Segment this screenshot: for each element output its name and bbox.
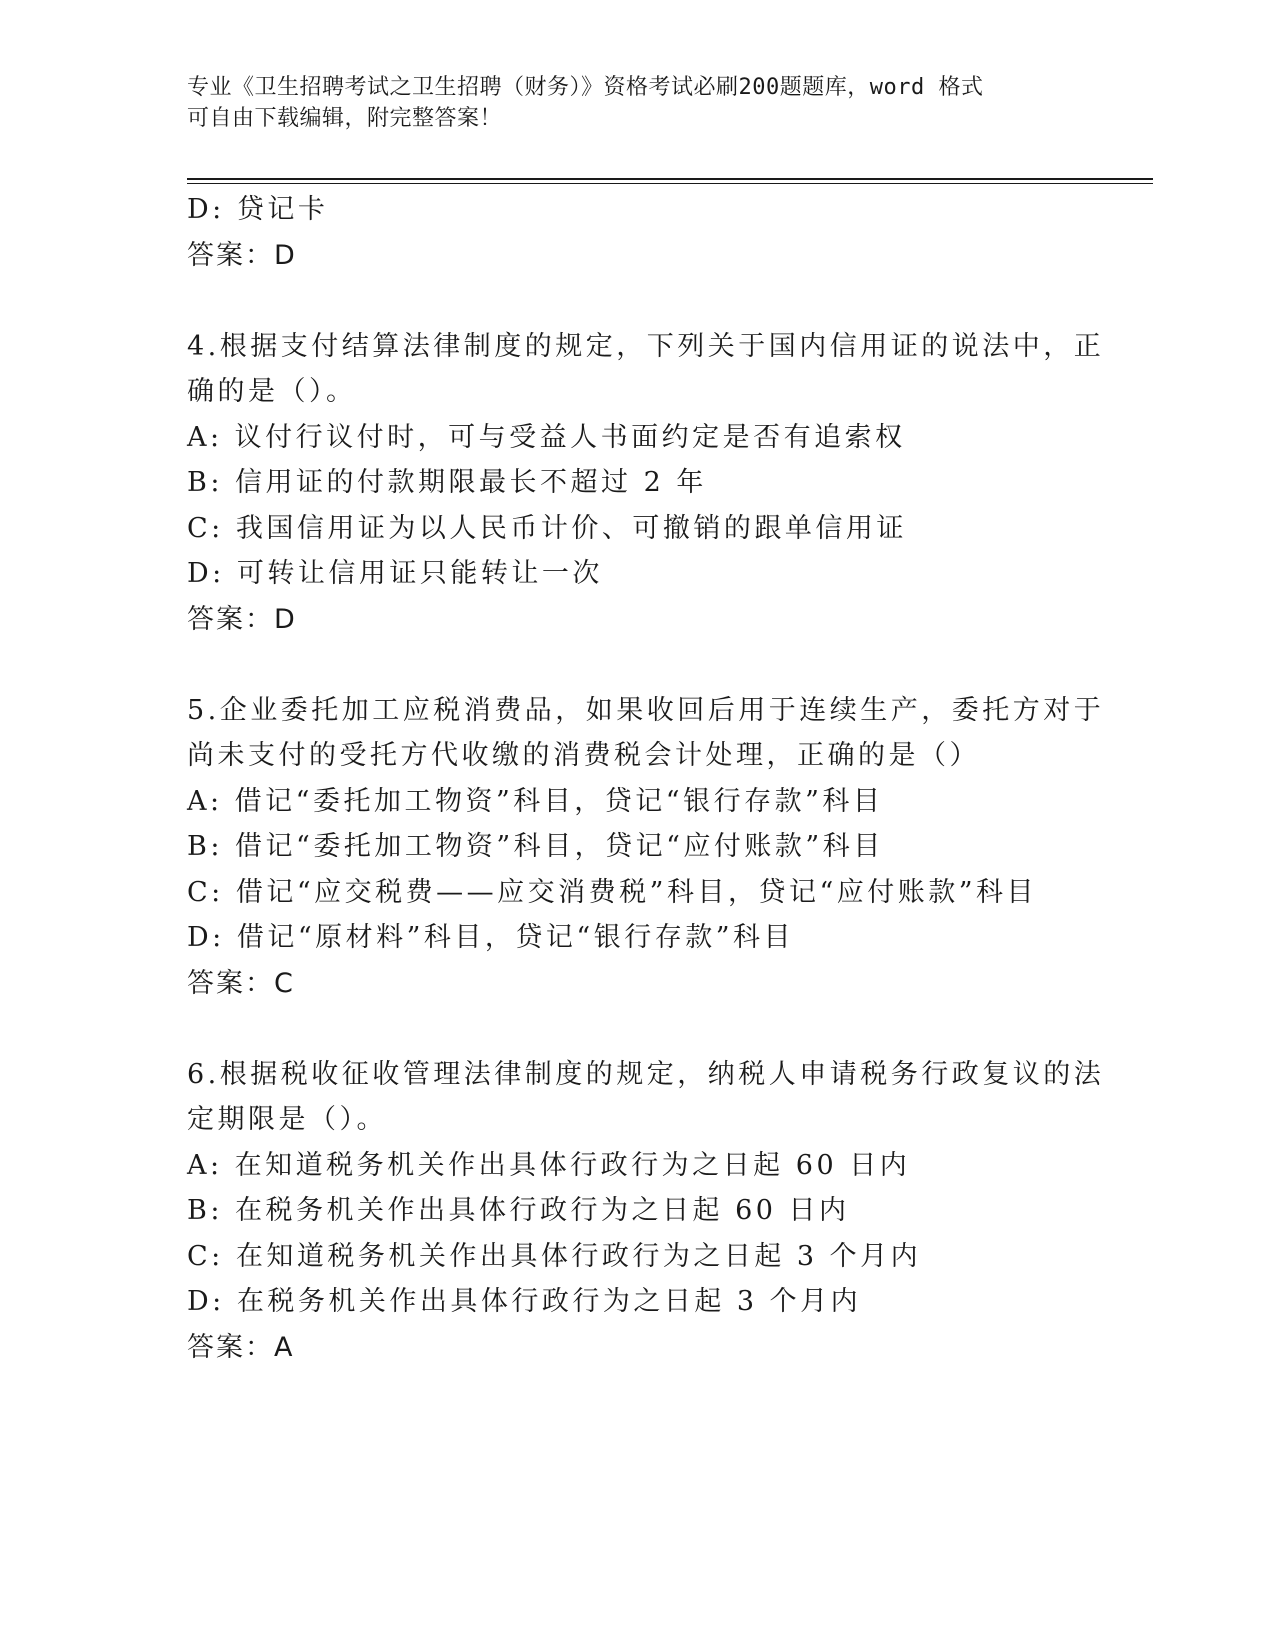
question-stem-line: 尚未支付的受托方代收缴的消费税会计处理，正确的是（） xyxy=(187,740,980,771)
document-header xyxy=(187,72,1067,134)
option-d: D: 可转让信用证只能转让一次 xyxy=(187,558,603,589)
question-content xyxy=(187,187,1105,1370)
header-divider-thin xyxy=(187,183,1153,184)
option-a: A: 在知道税务机关作出具体行政行为之日起 60 日内 xyxy=(187,1149,911,1181)
option-b: B: 在税务机关作出具体行政行为之日起 60 日内 xyxy=(187,1195,850,1226)
block-spacer xyxy=(187,1006,1087,1052)
header-divider-thick xyxy=(187,178,1153,180)
option-d: D: 借记“原材料”科目，贷记“银行存款”科目 xyxy=(187,922,795,953)
header-title-line-2: 可自由下载编辑，附完整答案！ xyxy=(187,106,503,131)
option-line: D: 贷记卡 xyxy=(187,194,329,225)
question-stem-line: 定期限是（）。 xyxy=(187,1104,387,1135)
block-spacer xyxy=(187,278,1087,324)
question-stem-line: 4.根据支付结算法律制度的规定，下列关于国内信用证的说法中，正 xyxy=(187,330,1105,362)
option-d: D: 在税务机关作出具体行政行为之日起 3 个月内 xyxy=(187,1286,862,1317)
answer-line: 答案：A xyxy=(187,1331,295,1363)
answer-line: 答案：D xyxy=(187,603,297,635)
option-b: B: 借记“委托加工物资”科目，贷记“应付账款”科目 xyxy=(187,831,884,862)
answer-line: 答案：D xyxy=(187,239,297,271)
option-c: C: 在知道税务机关作出具体行政行为之日起 3 个月内 xyxy=(187,1240,922,1272)
option-c: C: 借记“应交税费——应交消费税”科目，贷记“应付账款”科目 xyxy=(187,876,1038,908)
question-stem-line: 6.根据税收征收管理法律制度的规定，纳税人申请税务行政复议的法 xyxy=(187,1058,1105,1090)
answer-line: 答案：C xyxy=(187,967,295,999)
option-a: A: 议付行议付时，可与受益人书面约定是否有追索权 xyxy=(187,421,906,453)
option-c: C: 我国信用证为以人民币计价、可撤销的跟单信用证 xyxy=(187,512,907,544)
question-stem-line: 5.企业委托加工应税消费品，如果收回后用于连续生产，委托方对于 xyxy=(187,694,1105,726)
question-block xyxy=(187,324,1105,643)
question-block xyxy=(187,688,1105,1007)
option-b: B: 信用证的付款期限最长不超过 2 年 xyxy=(187,467,707,498)
question-block xyxy=(187,1052,1105,1371)
question-stem-line: 确的是（）。 xyxy=(187,376,357,407)
option-a: A: 借记“委托加工物资”科目，贷记“银行存款”科目 xyxy=(187,785,884,817)
block-spacer xyxy=(187,642,1087,688)
question-block xyxy=(187,187,1087,278)
header-title-line-1: 专业《卫生招聘考试之卫生招聘（财务）》资格考试必刷200题题库，word 格式 xyxy=(187,75,984,100)
